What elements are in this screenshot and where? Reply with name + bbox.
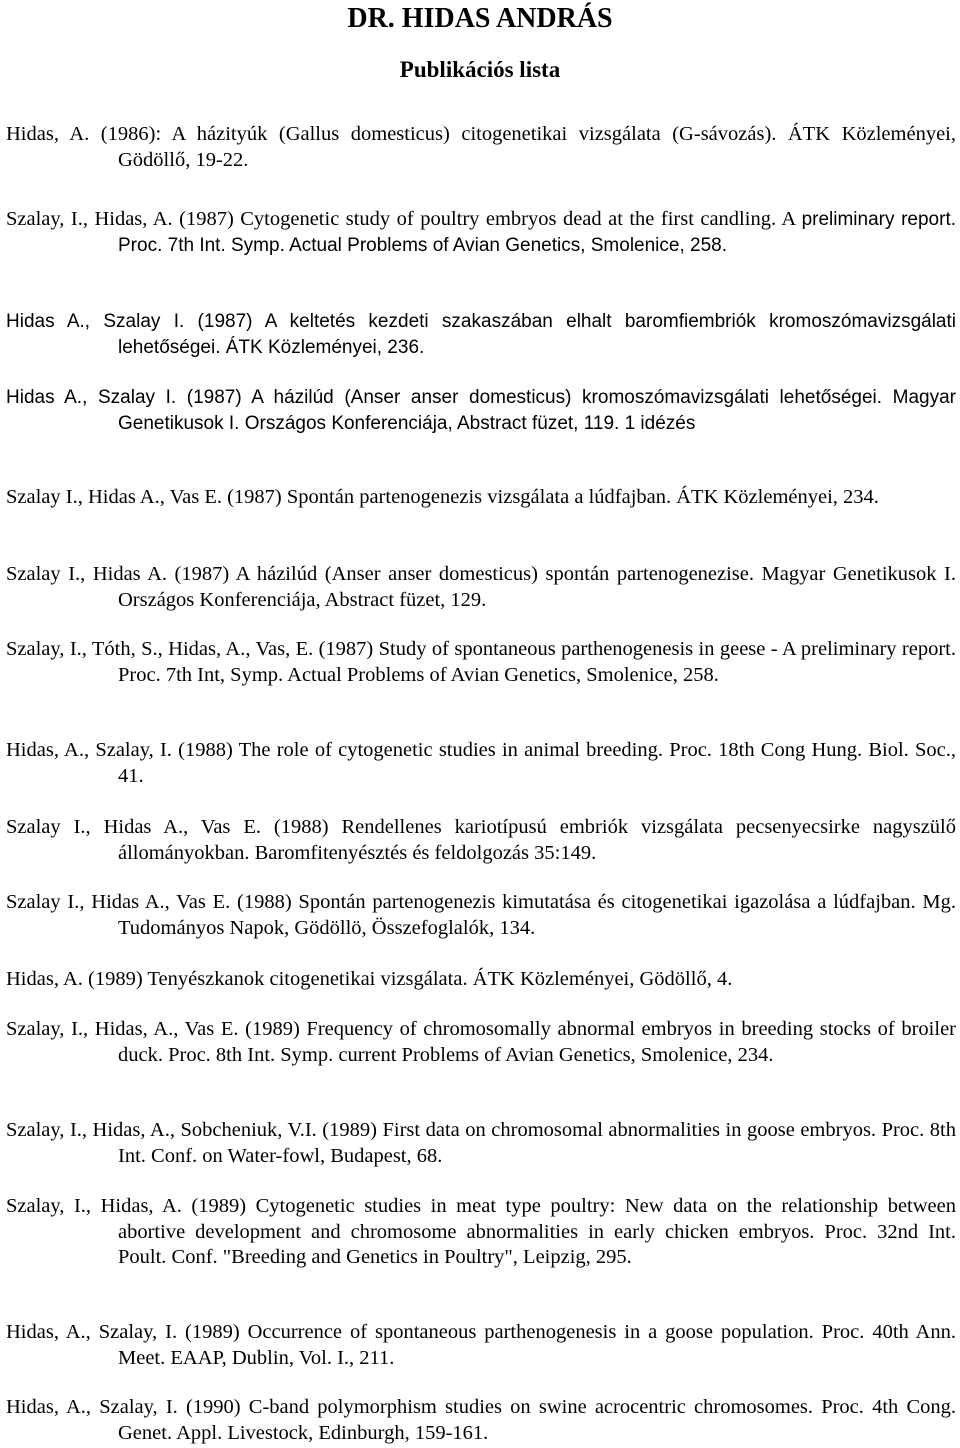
publication-entry: Szalay I., Hidas A. (1987) A házilúd (Anser anser domesticus) spontán partenogenezise. Magyar Genetikusok I. Országos Konferenciája, Abstract füzet, 129. (6, 563, 956, 611)
publication-entry: Szalay I., Hidas A., Vas E. (1988) Spontán partenogenezis kimutatása és citogenetikai igazolása a lúdfajban. Mg. Tudományos Napok, Gödöllö, Összefoglalók, 134. (6, 891, 956, 939)
publication-entry: Szalay, I., Hidas, A., Sobcheniuk, V.I. (1989) First data on chromosomal abnormalities in goose embryos. Proc. 8th Int. Conf. on Water-fowl, Budapest, 68. (6, 1119, 956, 1167)
publication-entry: Hidas, A., Szalay, I. (1990) C-band polymorphism studies on swine acrocentric chromosomes. Proc. 4th Cong. Genet. Appl. Livestock, Edinburgh, 159-161. (6, 1396, 956, 1444)
publication-entry-part: preliminary report. Proc. 7th Int. Symp. Actual Problems of Avian Genetics, Smolenice, 258. (118, 209, 957, 256)
page-subtitle: Publikációs lista (399, 57, 561, 82)
publication-entry: Hidas A., Szalay I. (1987) A keltetés kezdeti szakaszában elhalt baromfiembriók kromoszómavizsgálati lehetőségei. ÁTK Közleményei, 236. (6, 311, 956, 358)
publication-entry: Hidas, A. (1989) Tenyészkanok citogenetikai vizsgálata. ÁTK Közleményei, Gödöllő, 4. (6, 968, 733, 990)
publication-entry: Hidas, A., Szalay, I. (1988) The role of cytogenetic studies in animal breeding. Proc. 18th Cong Hung. Biol. Soc., 41. (6, 739, 956, 787)
publication-entry: Szalay, I., Hidas, A. (1989) Cytogenetic studies in meat type poultry: New data on the relationship between abortive development and chromosome abnormalities in early chicken embryos. Proc. 32nd Int. Poult. Conf. "Breeding and Genetics in Poultry", Leipzig, 295. (6, 1195, 956, 1268)
publication-entry: Hidas, A. (1986): A házityúk (Gallus domesticus) citogenetikai vizsgálata (G-sávozás). ÁTK Közleményei, Gödöllő, 19-22. (6, 123, 956, 171)
publication-entry: Szalay I., Hidas A., Vas E. (1988) Rendellenes kariotípusú embriók vizsgálata pecsenyecsirke nagyszülő állományokban. Baromfitenyésztés és feldolgozás 35:149. (6, 816, 956, 864)
publication-entry: Szalay I., Hidas A., Vas E. (1987) Spontán partenogenezis vizsgálata a lúdfajban. ÁTK Közleményei, 234. (6, 486, 879, 508)
publication-entry (6, 207, 956, 258)
publication-entry: Szalay, I., Hidas, A., Vas E. (1989) Frequency of chromosomally abnormal embryos in breeding stocks of broiler duck. Proc. 8th Int. Symp. current Problems of Avian Genetics, Smolenice, 234. (6, 1018, 956, 1066)
publication-entry: Hidas A., Szalay I. (1987) A házilúd (Anser anser domesticus) kromoszómavizsgálati lehetőségei. Magyar Genetikusok I. Országos Konferenciája, Abstract füzet, 119. 1 idézés (6, 387, 956, 434)
publication-entry: Hidas, A., Szalay, I. (1989) Occurrence of spontaneous parthenogenesis in a goose population. Proc. 40th Ann. Meet. EAAP, Dublin, Vol. I., 211. (6, 1321, 956, 1369)
publication-entry: Szalay, I., Tóth, S., Hidas, A., Vas, E. (1987) Study of spontaneous parthenogenesis in geese - A preliminary report. Proc. 7th Int, Symp. Actual Problems of Avian Genetics, Smolenice, 258. (6, 638, 956, 686)
page-title: DR. HIDAS ANDRÁS (347, 3, 613, 34)
publication-entry-part: Szalay, I., Hidas, A. (1987) Cytogenetic study of poultry embryos dead at the first candling. A (6, 208, 796, 230)
